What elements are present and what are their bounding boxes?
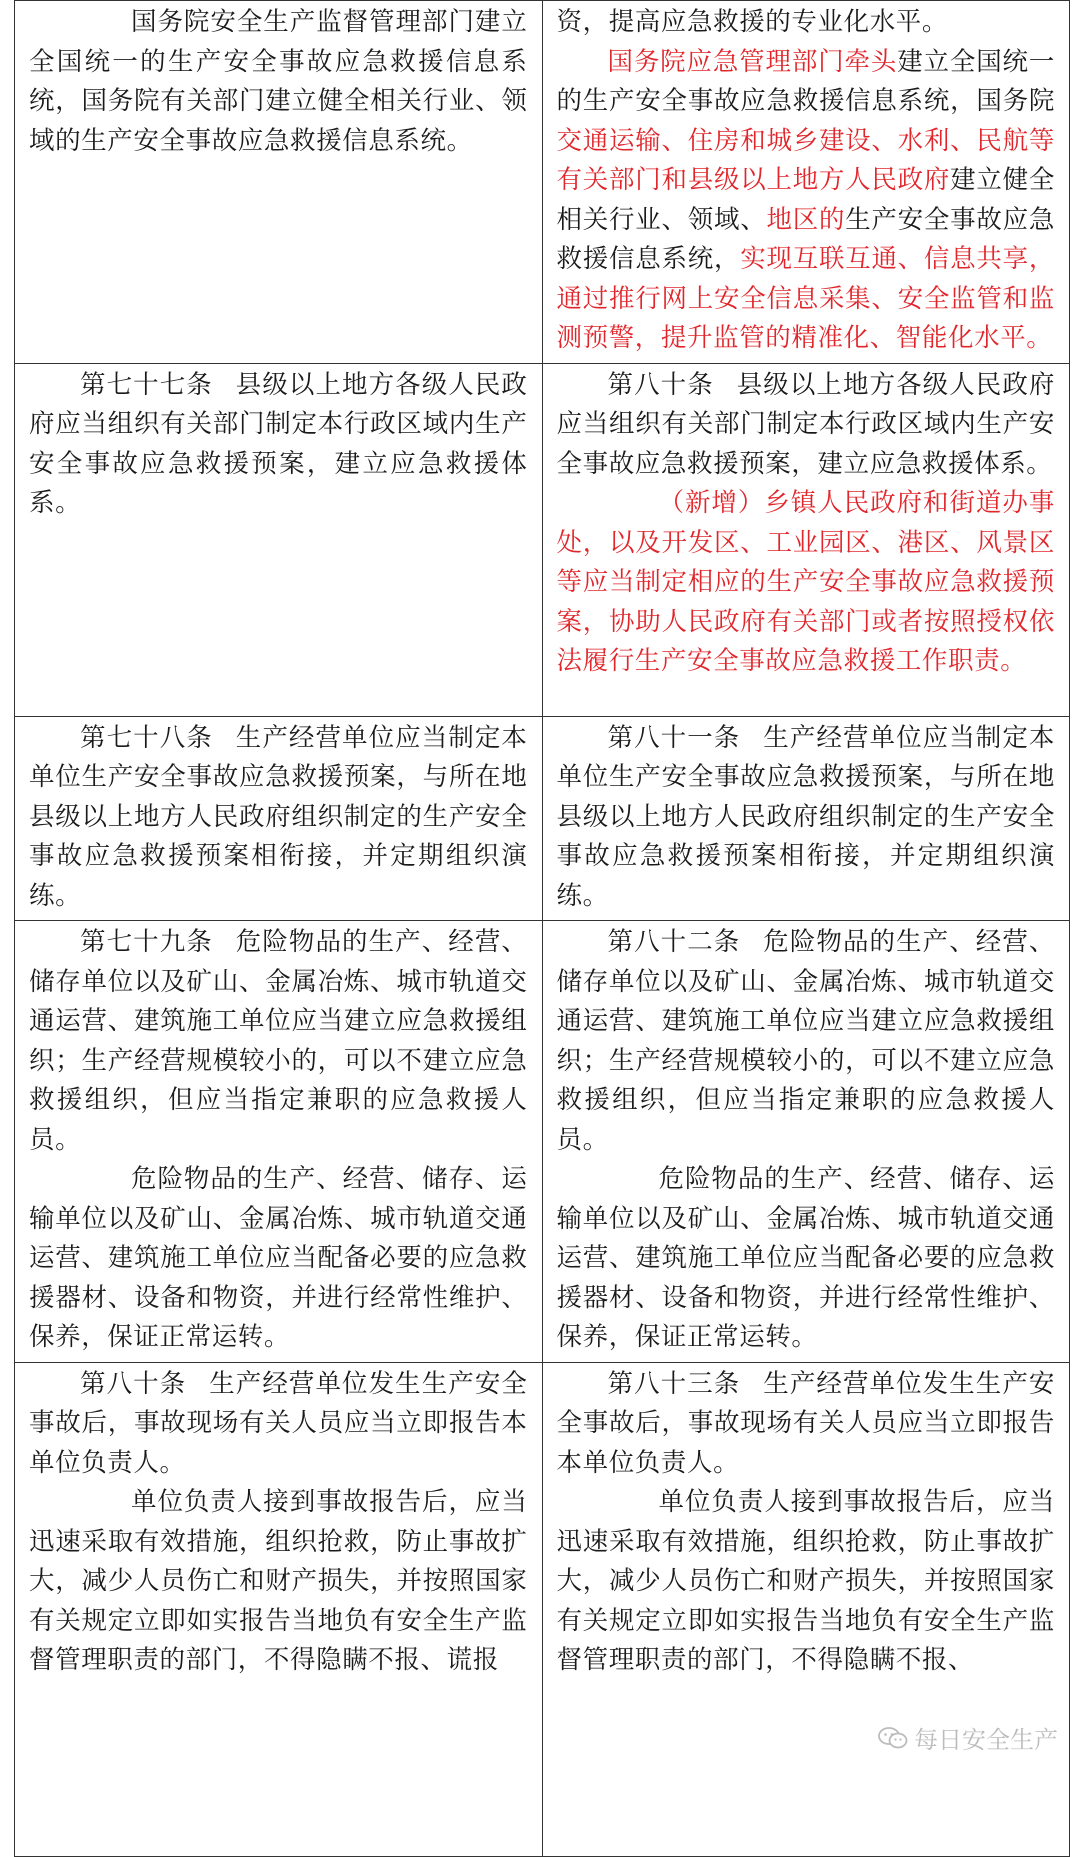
amended-text: （新增）乡镇人民政府和街道办事处，以及开发区、工业园区、港区、风景区等应当制定相应的生产安全事故应急救援预案，协助人民政府有关部门或者按照授权依法履行生产安全事故应急救援工作职责。: [556, 488, 1055, 676]
paragraph: [557, 719, 1056, 917]
table-body: [15, 1, 1070, 1857]
article-number: 第七十七条: [80, 369, 213, 400]
article-number: 第八十条: [80, 1368, 187, 1399]
paragraph: [29, 1365, 528, 1484]
text-segment: 县级以上地方各级人民政府应当组织有关部门制定本行政区域内生产安全事故应急救援预案，建立应急救援体系。: [556, 369, 1056, 479]
text-segment: 生产经营单位发生生产安全事故后，事故现场有关人员应当立即报告本单位负责人。: [556, 1368, 1055, 1478]
amended-text: 实现互联互通、信息共享，通过推行网上安全信息采集、安全监管和监测预警，提升监管的精准化、智能化水平。: [556, 244, 1056, 353]
old-text-cell: [15, 921, 543, 1363]
text-segment: 生产经营单位发生生产安全事故后，事故现场有关人员应当立即报告本单位负责人。: [29, 1368, 528, 1478]
table-row: [15, 1362, 1070, 1856]
paragraph: [557, 1160, 1056, 1358]
text-segment: 生产经营单位应当制定本单位生产安全事故应急救援预案，与所在地县级以上地方人民政府组织制定的生产安全事故应急救援预案相衔接，并定期组织演练。: [29, 722, 528, 911]
paragraph: [557, 43, 1056, 359]
article-number: 第八十二条: [607, 927, 741, 957]
paragraph: [29, 1483, 528, 1681]
amended-text: 交通运输、住房和城乡建设、水利、民航等有关部门和县级以上地方人民政府: [556, 125, 1055, 195]
article-number: 第七十九条: [80, 927, 213, 957]
paragraph: [557, 923, 1056, 1160]
text-segment: 危险物品的生产、经营、储存、运输单位以及矿山、金属冶炼、城市轨道交通运营、建筑施工单位应当配备必要的应急救援器材、设备和物资，并进行经常性维护、保养，保证正常运转。: [29, 1164, 528, 1352]
text-segment: 建立全国统一的生产安全事故应急救援信息系统，国务院: [556, 46, 1055, 116]
text-segment: 资，提高应急救援的专业化水平。: [556, 7, 949, 37]
article-number: 第八十一条: [607, 722, 741, 753]
table-row: [15, 363, 1070, 716]
text-segment: 建立健全相关行业、领域、: [556, 165, 1055, 235]
table-row: [15, 716, 1070, 921]
text-segment: 危险物品的生产、经营、储存单位以及矿山、金属冶炼、城市轨道交通运营、建筑施工单位应当建立应急救援组织；生产经营规模较小的，可以不建立应急救援组织，但应当指定兼职的应急救援人员。: [556, 927, 1055, 1155]
text-segment: 危险物品的生产、经营、储存单位以及矿山、金属冶炼、城市轨道交通运营、建筑施工单位应当建立应急救援组织；生产经营规模较小的，可以不建立应急救援组织，但应当指定兼职的应急救援人员。: [29, 927, 528, 1155]
amended-text: 地区的: [766, 204, 846, 235]
new-text-cell: [542, 1, 1070, 364]
article-number: 第八十条: [607, 369, 714, 400]
paragraph: [557, 366, 1056, 485]
old-text-cell: [15, 1, 543, 364]
paragraph: [29, 1160, 528, 1358]
amended-text: 国务院应急管理部门牵头: [607, 46, 898, 77]
old-text-cell: [15, 363, 543, 716]
old-text-cell: [15, 1362, 543, 1856]
new-text-cell: [542, 1362, 1070, 1856]
paragraph: [557, 1483, 1056, 1681]
wechat-icon: [878, 1727, 908, 1749]
text-segment: 单位负责人接到事故报告后，应当迅速采取有效措施，组织抢救，防止事故扩大，减少人员伤亡和财产损失，并按照国家有关规定立即如实报告当地负有安全生产监督管理职责的部门，不得隐瞒不报、谎报: [29, 1487, 528, 1675]
text-segment: 国务院安全生产监督管理部门建立全国统一的生产安全事故应急救援信息系统，国务院有关部门建立健全相关行业、领域的生产安全事故应急救援信息系统。: [29, 7, 528, 156]
text-segment: 生产安全事故应急救援信息系统，: [556, 204, 1055, 274]
paragraph: [29, 719, 528, 917]
new-text-cell: [542, 716, 1070, 921]
paragraph: [557, 1365, 1056, 1484]
text-segment: 单位负责人接到事故报告后，应当迅速采取有效措施，组织抢救，防止事故扩大，减少人员伤亡和财产损失，并按照国家有关规定立即如实报告当地负有安全生产监督管理职责的部门，不得隐瞒不报、: [556, 1487, 1055, 1675]
table-row: [15, 1, 1070, 364]
text-segment: 生产经营单位应当制定本单位生产安全事故应急救援预案，与所在地县级以上地方人民政府组织制定的生产安全事故应急救援预案相衔接，并定期组织演练。: [556, 722, 1055, 911]
paragraph: [557, 484, 1056, 682]
paragraph: [29, 3, 528, 161]
text-segment: 危险物品的生产、经营、储存、运输单位以及矿山、金属冶炼、城市轨道交通运营、建筑施工单位应当配备必要的应急救援器材、设备和物资，并进行经常性维护、保养，保证正常运转。: [556, 1164, 1055, 1352]
old-text-cell: [15, 716, 543, 921]
paragraph: [557, 3, 1056, 43]
watermark-text: 每日安全生产: [914, 1726, 1058, 1754]
table-row: [15, 921, 1070, 1363]
paragraph: [29, 923, 528, 1160]
text-segment: 县级以上地方各级人民政府应当组织有关部门制定本行政区域内生产安全事故应急救援预案，建立应急救援体系。: [29, 369, 528, 518]
article-number: 第七十八条: [80, 722, 213, 753]
paragraph: [29, 366, 528, 524]
article-number: 第八十三条: [607, 1368, 741, 1399]
account-watermark: [878, 1720, 1058, 1755]
new-text-cell: [542, 921, 1070, 1363]
new-text-cell: [542, 363, 1070, 716]
comparison-table: [14, 0, 1070, 1857]
